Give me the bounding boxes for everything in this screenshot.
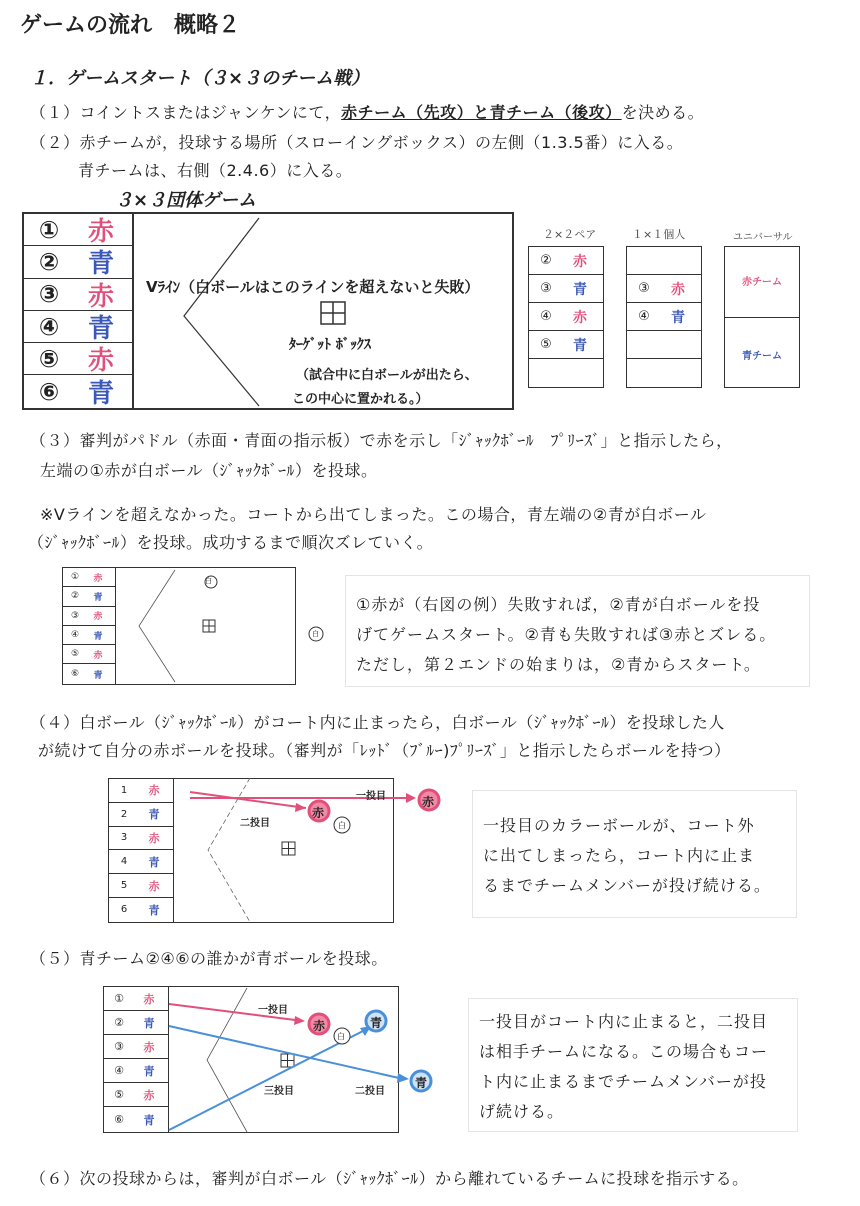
note2-line1: 一投目のカラーボールが、コート外	[483, 816, 755, 835]
note3-line4: げ続ける。	[479, 1102, 565, 1121]
red-ball-out: 赤	[422, 795, 435, 809]
paragraph-2-line1: （２）赤チームが，投球する場所（スローイングボックス）の左側（1.3.5番）に入る。	[30, 133, 684, 152]
team-blue-label: 青	[87, 249, 114, 280]
box-number: ④	[38, 312, 60, 341]
throwing-box-row	[104, 1107, 168, 1131]
note-box-1	[345, 575, 810, 687]
throwing-box-row	[627, 275, 701, 303]
throwing-box-row	[24, 214, 132, 246]
box-number: ④	[70, 630, 80, 641]
red-ball-d4: 赤	[313, 1019, 326, 1033]
team-red-label: 赤	[93, 650, 103, 661]
note2-line2: に出てしまったら，コート内に止ま	[483, 846, 756, 865]
third-throw-label: 三投目	[264, 1086, 294, 1097]
note3-line1: 一投目がコート内に止まると，二投目	[479, 1012, 769, 1031]
box-number: ④	[638, 309, 650, 324]
paragraph-3-line2: 左端の①赤が白ボール（ｼﾞｬｯｸﾎﾞｰﾙ）を投球。	[40, 461, 378, 480]
box-number: ⑤	[114, 1088, 124, 1102]
throwing-box-row	[24, 279, 132, 311]
paragraph-4-line2: が続けて自分の赤ボールを投球。（審判が「ﾚｯﾄﾞ（ﾌﾞﾙｰ)ﾌﾟﾘｰｽﾞ」と指示したらボールを持つ）	[38, 741, 731, 760]
throwing-box-row	[104, 1035, 168, 1059]
team-blue-label: 青	[93, 670, 103, 681]
red-ball-in: 赤	[312, 806, 325, 820]
court-lines-3	[172, 770, 452, 925]
team-red-label: 赤	[573, 253, 587, 270]
throwing-box-row	[109, 779, 173, 803]
box-number: ③	[540, 281, 552, 296]
paragraph-3-line1: （３）審判がパドル（赤面・青面の指示板）で赤を示し「ｼﾞｬｯｸﾎﾞｰﾙ ﾌﾟﾘｰｽﾞ」と指示したら，	[30, 431, 733, 450]
throwing-box-row	[529, 331, 603, 359]
pair-court	[528, 246, 604, 388]
team-red-label: 赤	[573, 309, 587, 326]
box-number: ④	[540, 309, 552, 324]
team-red-label: 赤	[148, 879, 160, 893]
box-number: ②	[540, 253, 552, 268]
throwing-box-row	[104, 1059, 168, 1083]
p1-emphasis: 赤チーム（先攻）と青チーム（後攻）	[341, 103, 622, 122]
team-blue-label: 青	[148, 903, 160, 917]
second-throw-label: 二投目	[240, 818, 270, 829]
diagram1-caption: ３×３団体ゲーム	[115, 190, 257, 211]
throwing-box-row	[109, 898, 173, 922]
team-blue-label: 青	[143, 1016, 155, 1030]
throwing-box-row	[63, 645, 115, 664]
throwing-box-row	[529, 247, 603, 275]
note3-line2: は相手チームになる。この場合もコー	[479, 1042, 769, 1061]
box-number: 5	[120, 880, 128, 892]
pair-caption: ２×２ペア	[543, 228, 597, 241]
team-red-label: 赤	[143, 992, 155, 1006]
box-number: ⑤	[540, 337, 552, 352]
team-blue-label: 青	[143, 1113, 155, 1127]
white-ball-label: 白	[205, 577, 212, 585]
box-number: ⑤	[38, 344, 60, 373]
note-box-2	[472, 790, 797, 918]
universal-red-team: 赤チーム	[742, 277, 782, 288]
note1-line1: ①赤が（右図の例）失敗すれば，②青が白ボールを投	[356, 595, 761, 614]
box-number: 3	[120, 832, 128, 844]
team-red-label: 赤	[148, 784, 160, 798]
team-blue-label: 青	[87, 379, 114, 410]
throwing-box-row	[627, 359, 701, 387]
single-court	[626, 246, 702, 388]
throwing-box-row	[24, 343, 132, 375]
team-red-label: 赤	[93, 573, 103, 584]
throwing-box-row	[63, 587, 115, 606]
box-number: ②	[38, 247, 60, 276]
diagram-jack-ball	[62, 567, 296, 685]
white-ball-in: 白	[338, 821, 346, 830]
note1-line2: げてゲームスタート。②青も失敗すれば③赤とズレる。	[356, 625, 777, 644]
page-title: ゲームの流れ 概略２	[20, 13, 241, 38]
note3-line3: ト内に止まるまでチームメンバーが投	[479, 1072, 767, 1091]
throwing-box-row	[529, 359, 603, 387]
section-heading: １．ゲームスタート（３×３のチーム戦）	[30, 68, 370, 89]
throwing-box-row	[529, 303, 603, 331]
box-number: ③	[38, 280, 60, 309]
team-blue-label: 青	[93, 592, 103, 603]
paragraph-2-line2: 青チームは、右側（2.4.6）に入る。	[78, 161, 353, 180]
throwing-box-row	[104, 1083, 168, 1107]
throwing-box-row	[63, 607, 115, 626]
team-blue-label: 青	[148, 855, 160, 869]
universal-court	[724, 246, 800, 388]
paragraph-5: （５）青チーム②④⑥の誰かが青ボールを投球。	[30, 949, 388, 968]
second-throw-label-d4: 二投目	[355, 1086, 385, 1097]
white-ball-out-label: 白	[312, 630, 319, 638]
diagram-team-game	[22, 212, 514, 410]
box-number: ③	[114, 1040, 124, 1054]
team-blue-label: 青	[573, 337, 587, 354]
target-note-line2: この中心に置かれる。）	[292, 392, 429, 407]
box-number: ③	[638, 281, 650, 296]
team-red-label: 赤	[143, 1040, 155, 1054]
team-blue-label: 青	[143, 1064, 155, 1078]
p1-suffix: を決める。	[621, 103, 705, 122]
blue-ball-2: 青	[415, 1076, 428, 1090]
blue-ball-1: 青	[370, 1016, 383, 1030]
box-number: ⑤	[70, 649, 80, 660]
box-number: 1	[120, 784, 128, 796]
team-red-label: 赤	[148, 831, 160, 845]
throwing-box-row	[104, 1011, 168, 1035]
team-red-label: 赤	[87, 217, 114, 248]
white-ball-d4: 白	[337, 1032, 345, 1041]
paragraph-1	[30, 100, 704, 123]
box-number: ②	[70, 591, 80, 602]
throwing-box-row	[63, 626, 115, 645]
throwing-box-row	[24, 375, 132, 410]
target-note-line1: （試合中に白ボールが出たら、	[296, 368, 478, 383]
box-number: ①	[70, 572, 80, 583]
first-throw-label-d4: 一投目	[258, 1005, 288, 1016]
throwing-box-row	[529, 275, 603, 303]
box-number: ②	[114, 1016, 124, 1030]
team-blue-label: 青	[93, 631, 103, 642]
team-red-label: 赤	[87, 346, 114, 377]
p1-prefix: （１）コイントスまたはジャンケンにて，	[30, 103, 342, 122]
box-number: 6	[120, 904, 128, 916]
box-number: ⑥	[114, 1113, 124, 1127]
universal-blue-team: 青チーム	[742, 351, 782, 362]
paragraph-3-line4: （ｼﾞｬｯｸﾎﾞｰﾙ）を投球。成功するまで順次ズレていく。	[28, 533, 434, 552]
team-blue-label: 青	[148, 808, 160, 822]
throwing-box-row	[24, 311, 132, 343]
target-box-label: ﾀｰｹﾞｯﾄ ﾎﾞｯｸｽ	[289, 337, 371, 353]
throwing-box-row	[627, 247, 701, 275]
throwing-box-row	[627, 331, 701, 359]
throwing-boxes	[24, 214, 134, 408]
throwing-box-row	[109, 827, 173, 851]
paragraph-3-line3: ※Vラインを超えなかった。コートから出てしまった。この場合，青左端の②青が白ボール	[40, 505, 707, 524]
team-blue-label: 青	[573, 281, 587, 298]
box-number: 2	[120, 808, 128, 820]
vline-label: Vﾗｲﾝ（白ボールはこのラインを超えないと失敗）	[146, 278, 480, 296]
throwing-box-row	[109, 850, 173, 874]
throwing-box-row	[627, 303, 701, 331]
paragraph-6: （６）次の投球からは，審判が白ボール（ｼﾞｬｯｸﾎﾞｰﾙ）から離れているチームに投球を指示する。	[30, 1169, 749, 1188]
note1-line3: ただし，第２エンドの始まりは，②青からスタート。	[356, 655, 761, 674]
box-number: ⑥	[38, 377, 60, 406]
throwing-box-row	[109, 874, 173, 898]
note-box-3	[468, 998, 798, 1132]
throwing-box-row	[63, 664, 115, 683]
box-number: ③	[70, 610, 80, 621]
box-number: ①	[114, 992, 124, 1006]
team-red-label: 赤	[87, 281, 114, 312]
box-number: ④	[114, 1064, 124, 1078]
throwing-box-row	[63, 568, 115, 587]
box-number: ①	[38, 215, 60, 244]
throwing-box-row	[24, 246, 132, 278]
court-lines-4	[167, 978, 437, 1138]
first-throw-label: 一投目	[356, 791, 386, 802]
team-blue-label: 青	[87, 314, 114, 345]
throwing-box-row	[109, 803, 173, 827]
paragraph-4-line1: （４）白ボール（ｼﾞｬｯｸﾎﾞｰﾙ）がコート内に止まったら，白ボール（ｼﾞｬｯｸﾎﾞｰﾙ）を投球した人	[30, 713, 725, 732]
single-caption: １×１個人	[632, 228, 686, 241]
throwing-box-row	[104, 987, 168, 1011]
universal-caption: ユニバーサル	[733, 232, 793, 243]
note2-line3: るまでチームメンバーが投げ続ける。	[483, 876, 771, 895]
team-blue-label: 青	[671, 309, 685, 326]
team-red-label: 赤	[93, 612, 103, 623]
team-red-label: 赤	[143, 1088, 155, 1102]
box-number: 4	[120, 856, 128, 868]
team-red-label: 赤	[671, 281, 685, 298]
box-number: ⑥	[70, 669, 80, 680]
